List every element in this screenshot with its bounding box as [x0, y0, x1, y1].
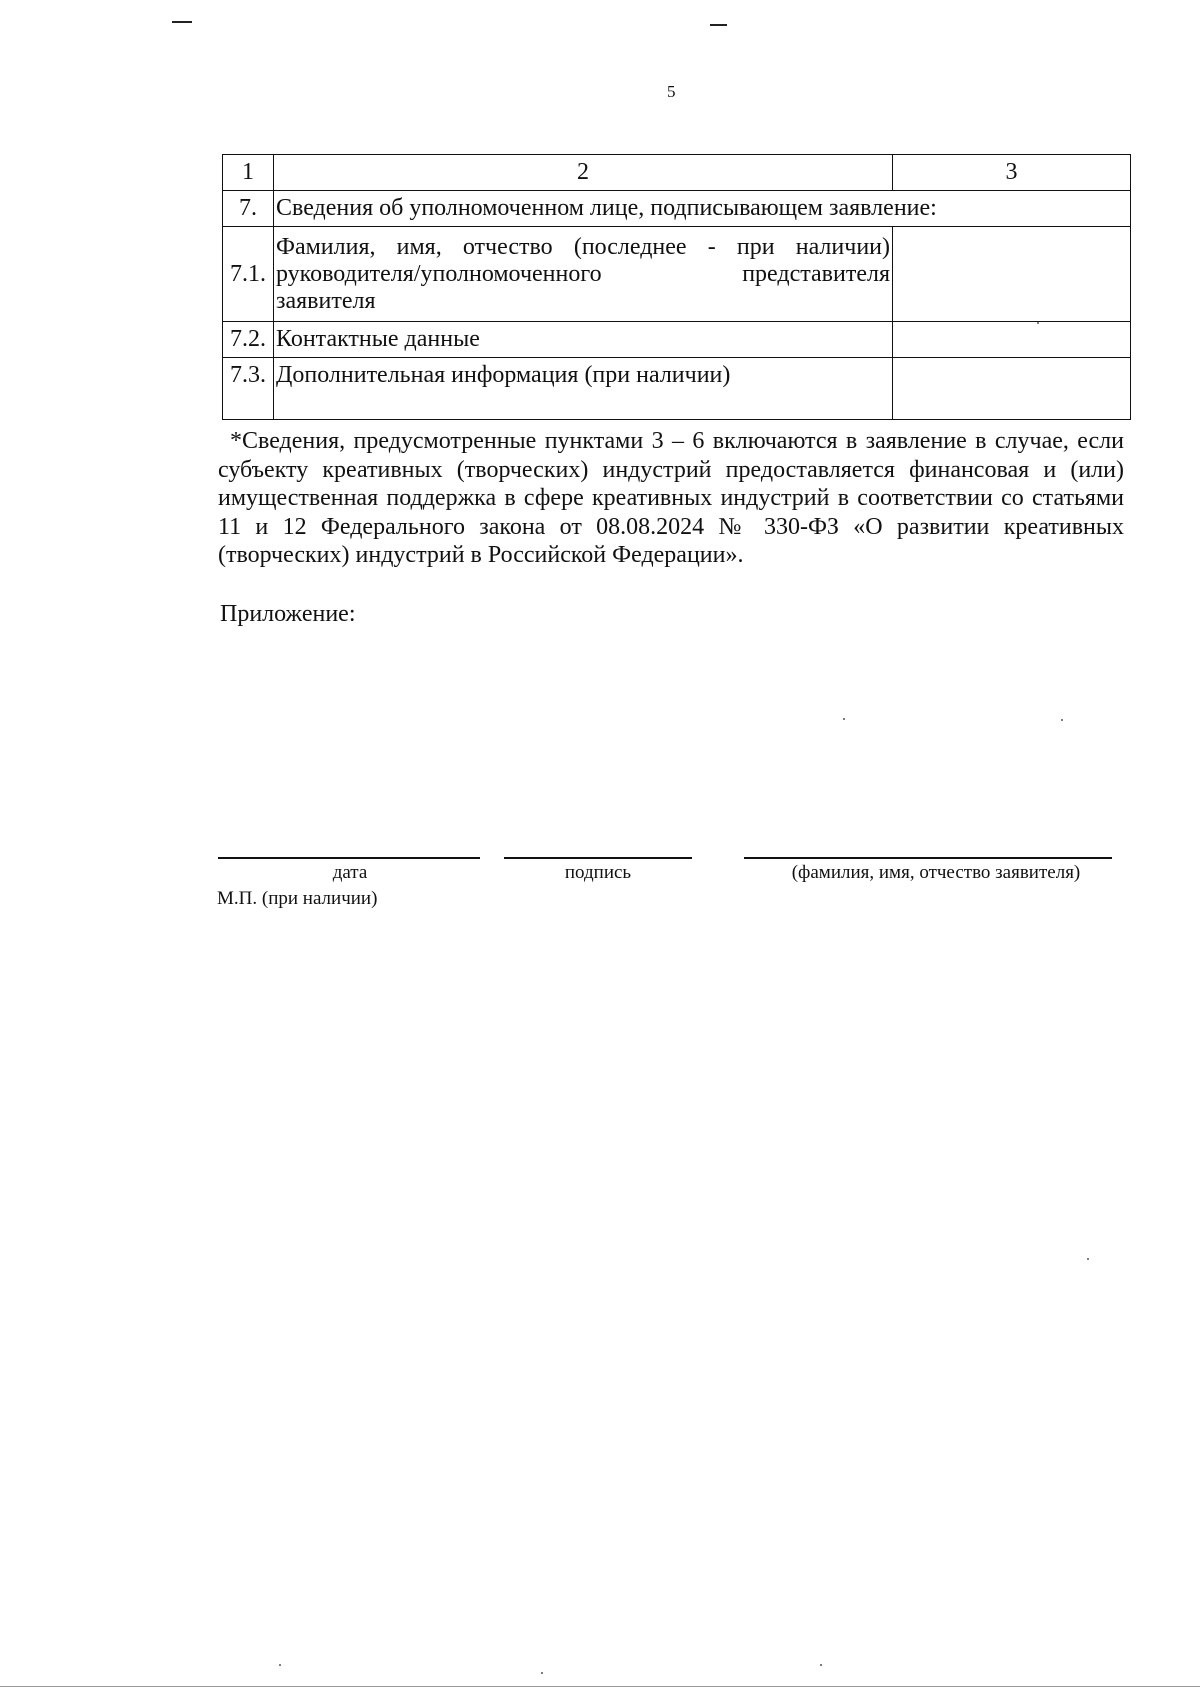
table-row-7-2	[223, 322, 1131, 358]
scan-mark-left	[172, 21, 192, 23]
row-label	[274, 227, 893, 322]
row-value-cell	[893, 358, 1131, 420]
header-cell-1: 1	[223, 155, 274, 191]
signature-caption: подпись	[564, 862, 632, 883]
row-number: 7.	[223, 191, 274, 227]
row-label-line: руководителя/уполномоченного представителя	[276, 260, 890, 287]
name-caption: (фамилия, имя, отчество заявителя)	[791, 862, 1081, 883]
applicant-form-table	[222, 154, 1131, 420]
scan-mark-center	[710, 24, 727, 26]
signature-line	[504, 857, 692, 859]
row-label-line: заявителя	[276, 287, 376, 314]
date-signature-line	[218, 857, 480, 859]
row-label: Дополнительная информация (при наличии)	[274, 358, 893, 420]
footnote: *Сведения, предусмотренные пунктами 3 – 6 включаются в заявление в случае, если субъекту креативных (творческих) индустрий предоставляется финансовая и (или) имущественная поддержка в сфере креативных индустрий в соответствии со статьями 11 и 12 Федерального закона от 08.08.2024 № 330-ФЗ «О развитии креативных (творческих) индустрий в Российской Федерации».	[218, 428, 1124, 568]
date-caption: дата	[332, 862, 368, 883]
scan-speck	[820, 1664, 822, 1666]
header-cell-2: 2	[274, 155, 893, 191]
scan-speck	[1061, 719, 1063, 721]
header-cell-3: 3	[893, 155, 1131, 191]
name-signature-line	[744, 857, 1112, 859]
scan-bottom-edge	[0, 1686, 1200, 1687]
table-header-row	[223, 155, 1131, 191]
row-number: 7.3.	[223, 358, 274, 420]
scan-speck	[1037, 322, 1039, 324]
section-title: Сведения об уполномоченном лице, подписывающем заявление:	[274, 191, 1131, 227]
row-label: Контактные данные	[274, 322, 893, 358]
table-row-7-1	[223, 227, 1131, 322]
scan-speck	[279, 1664, 281, 1666]
row-number: 7.2.	[223, 322, 274, 358]
scan-speck	[1087, 1258, 1089, 1260]
row-label-line: Фамилия, имя, отчество (последнее - при наличии)	[276, 233, 890, 260]
stamp-caption: М.П. (при наличии)	[217, 888, 378, 909]
row-value-cell	[893, 227, 1131, 322]
page-number: 5	[667, 82, 676, 101]
row-value-cell	[893, 322, 1131, 358]
table-row-7-3	[223, 358, 1131, 420]
appendix-label: Приложение:	[220, 601, 356, 627]
scan-speck	[843, 718, 845, 720]
scan-speck	[541, 1672, 543, 1674]
row-number: 7.1.	[223, 227, 274, 322]
table-row-section-7	[223, 191, 1131, 227]
